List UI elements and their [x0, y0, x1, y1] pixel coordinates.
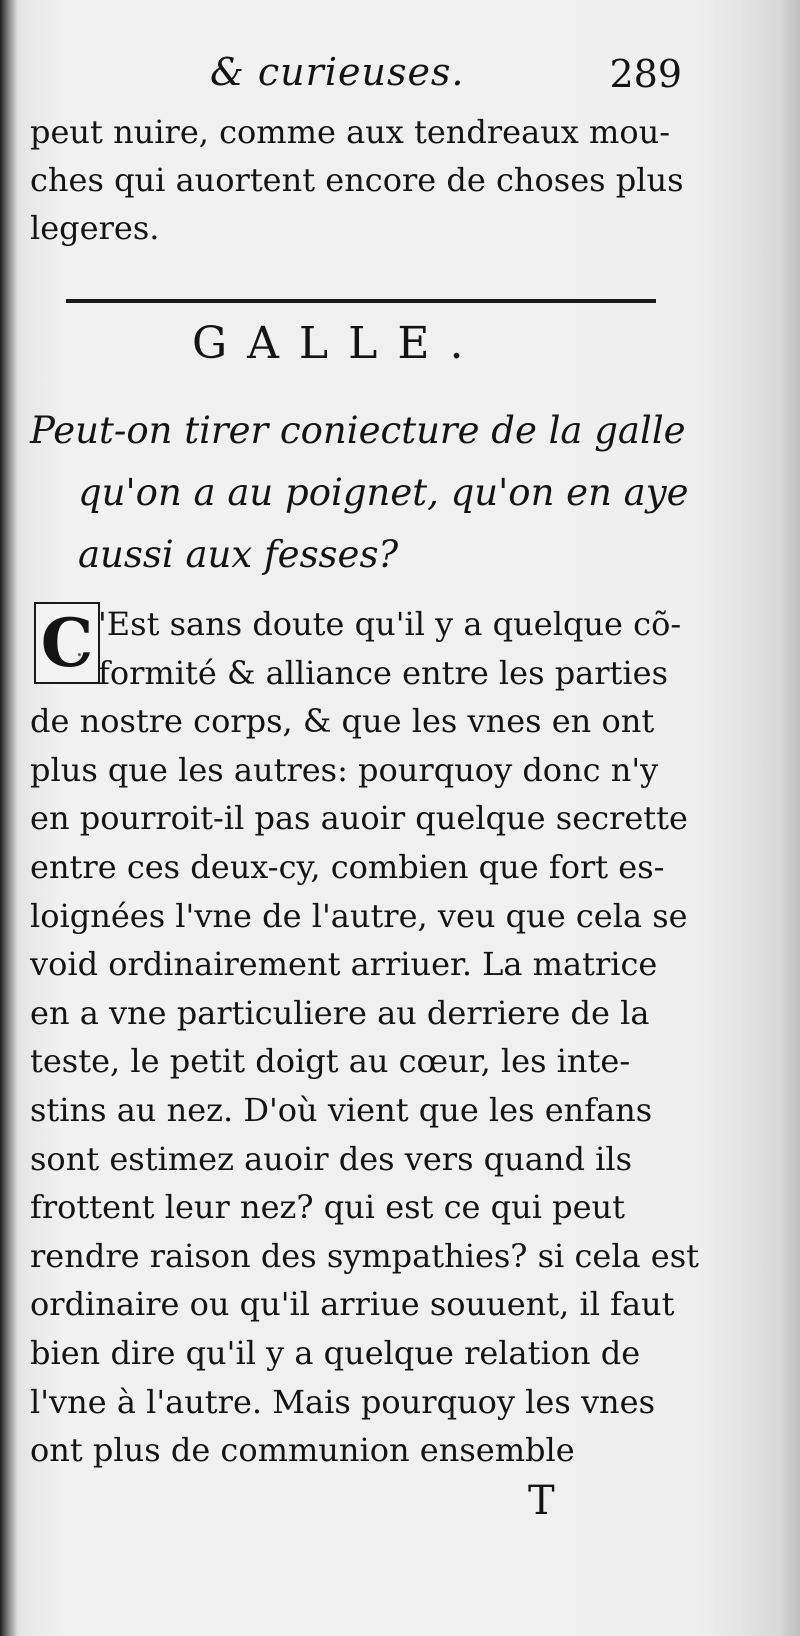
- body-line: sont estimez auoir des vers quand ils: [30, 1139, 632, 1178]
- body-line: void ordinairement arriuer. La matrice: [30, 945, 658, 984]
- body-line: 'Est sans doute qu'il y a quelque cõ-: [98, 605, 682, 643]
- body-line: ordinaire ou qu'il arriue souuent, il faut: [30, 1285, 675, 1324]
- continuation-line: peut nuire, comme aux tendreaux mou-: [30, 113, 671, 151]
- body-line: entre ces deux-cy, combien que fort es-: [30, 847, 665, 886]
- page-header: [0, 50, 800, 100]
- running-title: & curieuses.: [210, 50, 465, 94]
- body-line: en pourroit-il pas auoir quelque secrette: [30, 799, 688, 838]
- body-line: bien dire qu'il y a quelque relation de: [30, 1333, 641, 1372]
- continuation-line: ches qui auortent encore de choses plus: [30, 161, 684, 199]
- body-line: frottent leur nez? qui est ce qui peut: [30, 1188, 625, 1227]
- section-title: GALLE.: [192, 318, 484, 369]
- body-line: en a vne particuliere au derriere de la: [30, 993, 650, 1032]
- body-line: loignées l'vne de l'autre, veu que cela se: [30, 896, 688, 935]
- body-paragraph: [30, 600, 710, 1475]
- section-divider: [66, 299, 656, 303]
- body-line: plus que les autres: pourquoy donc n'y: [30, 750, 659, 789]
- body-line: l'vne à l'autre. Mais pourquoy les vnes: [30, 1382, 655, 1421]
- decorated-initial: C: [34, 602, 100, 684]
- question-line: qu'on a au poignet, qu'on en aye: [78, 471, 689, 514]
- body-line: de nostre corps, & que les vnes en ont: [30, 702, 655, 741]
- body-line: formité & alliance entre les parties: [98, 653, 668, 692]
- signature-mark: T: [528, 1478, 555, 1524]
- question-line: aussi aux fesses?: [78, 533, 399, 576]
- question-line: Peut-on tirer coniecture de la galle: [30, 409, 686, 452]
- continuation-paragraph: [30, 108, 690, 252]
- continuation-line: legeres.: [30, 209, 160, 247]
- section-question: [30, 400, 730, 586]
- body-line: teste, le petit doigt au cœur, les inte-: [30, 1042, 631, 1081]
- page-number: 289: [609, 52, 682, 96]
- body-line: stins au nez. D'où vient que les enfans: [30, 1090, 653, 1129]
- body-line: ont plus de communion ensemble: [30, 1431, 575, 1470]
- body-line: rendre raison des sympathies? si cela est: [30, 1236, 700, 1275]
